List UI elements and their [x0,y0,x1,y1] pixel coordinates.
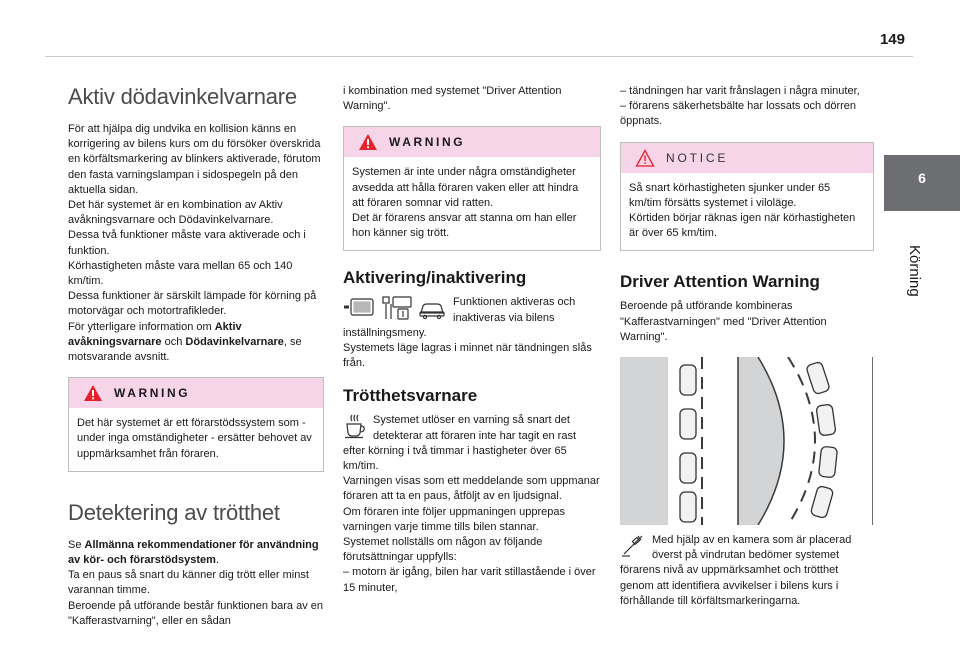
camera-block [620,533,874,609]
paragraph: Om föraren inte följer uppmaningen upprepas varningen varje timme tills bilen stannar. [343,505,565,533]
paragraph: Funktionen aktiveras och inaktiveras via bilens inställningsmeny. [343,296,576,339]
notice-text: Så snart körhastigheten sjunker under 65 km/tim försätts systemet i viloläge. [629,181,831,209]
list-item: – tändningen har varit frånslagen i några minuter, [620,85,860,97]
paragraph: Se Allmänna rekommendationer för användning av kör- och förarstödsystem. [68,538,319,567]
warning-title: WARNING [389,135,466,150]
paragraph: Systemet nollställs om någon av följande förutsättningar uppfylls: [343,536,543,564]
warning-text: Systemen är inte under några omständigheter avsedda att hålla föraren vaken eller att hindra att föraren somnar vid ratten. [352,166,579,209]
warning-box [68,377,324,472]
lane-drift-drawing [620,357,873,525]
driving-settings-icon [383,297,411,319]
paragraph: Ta en paus så snart du känner dig trött eller minst varannan timme. [68,569,309,597]
paragraph: Körhastigheten måste vara mellan 65 och 140 km/tim. [68,259,293,288]
warning-box [343,126,601,251]
paragraph: Det här systemet är en kombination av Aktiv avåkningsvarnare och Dödavinkelvarnare. [68,199,283,227]
coffee-cup-icon [343,413,367,439]
notice-header [621,143,873,173]
column-3 [620,84,874,609]
warning-header [69,378,323,408]
paragraph: Beroende på utförande består funktionen bara av en "Kafferastvarning", eller en sådan [68,599,324,627]
paragraph: Varningen visas som ett meddelande som uppmanar föraren att ta en paus, åtföljt av en ljudsignal. [343,475,600,503]
activation-block [343,295,601,371]
notice-icon [635,149,655,167]
warning-icon [358,133,378,151]
notice-title: NOTICE [666,150,729,165]
paragraph: För ytterligare information om Aktiv avåkningsvarnare och Dödavinkelvarnare, se motsvarande avsnitt. [68,320,302,364]
list-item: – förarens säkerhetsbälte har lossats och dörren öppnats. [620,100,857,128]
warning-icon [83,384,103,402]
page-number: 149 [879,31,905,48]
section-title-blind-spot: Aktiv dödavinkelvarnare [68,84,297,109]
section-title-fatigue: Detektering av trötthet [68,499,280,525]
list-item: – motorn är igång, bilen har varit stillastående i över 15 minuter, [343,566,596,594]
settings-menu-icons [343,295,447,321]
tiredness-block [343,413,601,595]
paragraph: Beroende på utförande kombineras "Kafferastvarningen" med "Driver Attention Warning". [620,300,827,343]
warning-text: Det är förarens ansvar att stanna om han eller hon känner sig trött. [352,212,577,240]
section-title-activation: Aktivering/inaktivering [343,268,527,288]
paragraph: i kombination med systemet "Driver Attention Warning". [343,85,562,113]
paragraph: Systemet utlöser en varning så snart det detekterar att föraren inte har tagit en rast efter körning i två timmar i hastigheter över 65 km/tim. [343,414,577,473]
paragraph: Med hjälp av en kamera som är placerad överst på vindrutan bedömer systemet förarens nivå av uppmärksamhet och trötthet genom att identifiera avvikelser i bilens kurs i förhållande till körfältsmarkeringarna. [620,534,852,607]
chapter-tab [884,155,960,211]
paragraph: För att hjälpa dig undvika en kollision känns en korrigering av bilens kurs om du försöker överskrida en körfältsmarkering av blinkers aktiverade, förutom den fasta varningslampan i sidospegeln på den aktuella sidan. [68,123,321,196]
notice-box [620,142,874,252]
notice-text: Körtiden börjar räknas igen när körhastigheten är över 65 km/tim. [629,212,856,240]
column-2 [343,84,601,596]
paragraph: Systemets läge lagras i minnet när tändningen slås från. [343,342,592,370]
warning-header [344,127,600,157]
warning-title: WARNING [114,386,191,401]
chapter-number: 6 [918,170,926,186]
display-screen-icon [344,299,373,315]
camera-icon [620,533,646,557]
car-icon [420,304,444,319]
lane-drift-illustration [620,357,873,525]
header-divider [45,56,913,57]
section-title-tiredness: Trötthetsvarnare [343,386,478,406]
section-title-daw: Driver Attention Warning [620,272,820,292]
chapter-title: Körning [906,245,923,297]
column-1 [68,84,324,629]
paragraph: Dessa två funktioner måste vara aktiverade och i funktion. [68,229,306,257]
warning-text: Det här systemet är ett förarstödssystem som - under inga omständigheter - ersätter behovet av uppmärksamhet från föraren. [77,417,312,460]
paragraph: Dessa funktioner är särskilt lämpade för körning på motorvägar och motortrafikleder. [68,290,317,318]
